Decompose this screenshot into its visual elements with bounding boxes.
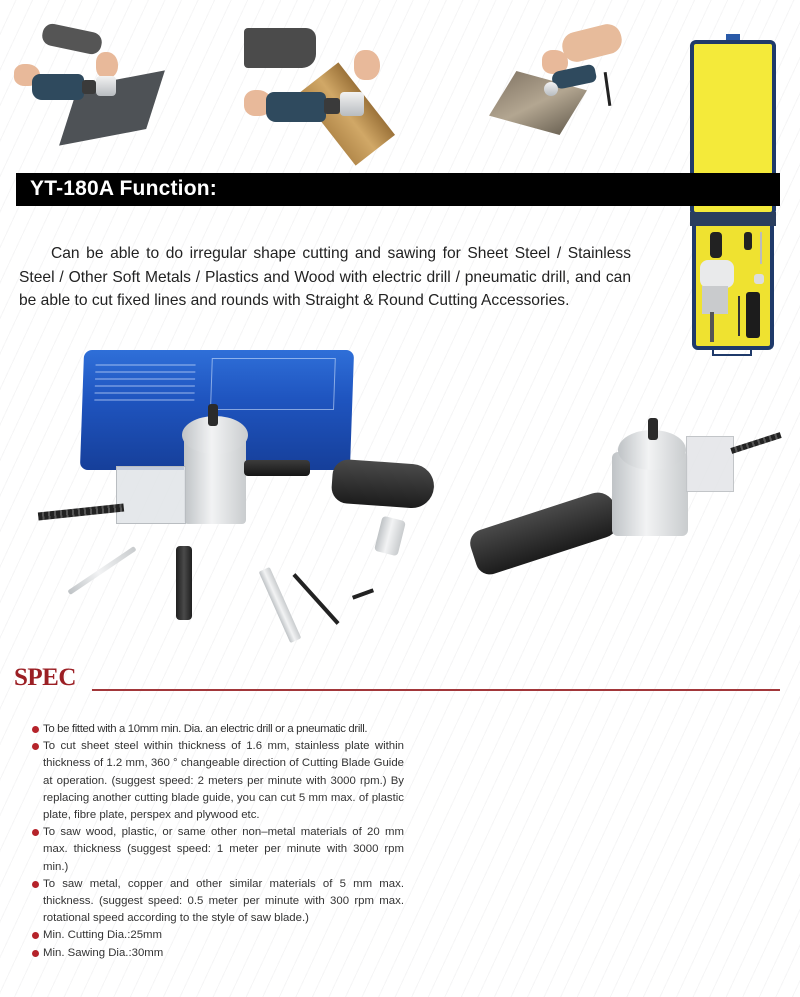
photo-cutting-round [492,28,632,138]
hex-key-icon [352,588,374,599]
handle-grip [746,292,760,338]
handle-grip [331,458,436,509]
hex-key [738,296,740,336]
case-handle [712,348,752,356]
arm [559,21,624,65]
saw-blade [710,312,714,342]
chuck-adapter [710,232,722,258]
nibbler-attachment [340,92,364,116]
small-adapter [744,232,752,250]
guide-rod [67,546,136,595]
nibbler-attachment [544,82,558,96]
spec-item [32,824,404,876]
guide-rod [760,232,762,264]
case-text-lines [94,364,195,404]
spec-item-text: To be fitted with a 10mm min. Dia. an electric drill or a pneumatic drill. [43,723,368,735]
bullet-icon [32,950,39,957]
small-adapter [176,546,192,620]
spec-item-text: To cut sheet steel within thickness of 1.6 mm, stainless plate within thickness of 1.2 mm, 360 ° changeable direction of Cutting Blade Guide at operation. (suggest speed: 2 meters per minute with 3000 rpm.) By replacing another cutting blade guide, you can cut 5 mm max. of plastic plate, fibre plate, perspex and plywood etc. [43,740,404,822]
saw-blade [38,504,124,521]
drive-shaft [648,418,658,440]
spec-divider [92,689,780,691]
spec-item-text: Min. Cutting Dia.:25mm [43,929,163,942]
function-description: Can be able to do irregular shape cutting and sawing for Sheet Steel / Stainless Steel / Other Soft Metals / Plastics and Wood with electric drill / pneumatic drill, and can be able to cut fixed lines and rounds with Straight & Round Cutting Accessories. [19,245,631,309]
drill-chuck [82,80,96,94]
arm [244,28,316,68]
spec-item [32,945,404,962]
bullet-icon [32,932,39,939]
hand [354,50,380,80]
blade-guide [116,466,186,524]
spec-item [32,721,404,738]
drill-icon [266,92,326,122]
assembled-photo [462,400,800,600]
drive-shaft [208,404,218,426]
spec-item-text: To saw metal, copper and other similar materials of 5 mm max. thickness. (suggest speed: 0.5 meter per minute with 300 rpm max. rotational speed according to the style of saw blade.) [43,877,404,925]
cutter-sleeve [374,516,406,557]
hex-key-icon [292,573,339,625]
case-label-print [210,358,336,410]
spec-item [32,738,404,824]
arm [40,22,103,56]
drill-chuck [324,98,340,114]
nibbler-head [700,260,734,288]
bullet-icon [32,743,39,750]
blade-guide [686,436,734,492]
spec-title: SPEC [14,664,76,691]
saw-blade [730,432,781,454]
hand [96,52,118,78]
spec-item-text: To saw wood, plastic, or same other non–metal materials of 20 mm max. thickness (suggest speed: 1 meter per minute with 3000 rpm min.) [43,826,404,873]
chuck-adapter [244,460,310,476]
drill-icon [32,74,84,100]
bullet-icon [32,829,39,836]
spec-item [32,927,404,944]
bullet-icon [32,726,39,733]
case-hinge [690,212,776,226]
kit-photo [36,340,456,640]
function-banner [16,173,780,206]
function-title: YT-180A Function: [30,177,217,200]
photo-cutting-wood [244,28,424,138]
bullet-icon [32,881,39,888]
handle-grip [467,488,624,578]
nibbler-body [702,286,728,314]
cutter-sleeve [754,274,764,284]
power-cord [604,72,612,106]
spec-item-text: Min. Sawing Dia.:30mm [43,946,164,959]
spec-item [32,876,404,928]
nibbler-attachment [96,76,116,96]
case-base [692,226,774,350]
photo-cutting-metal-sheet [14,28,174,138]
spec-list [32,721,404,962]
